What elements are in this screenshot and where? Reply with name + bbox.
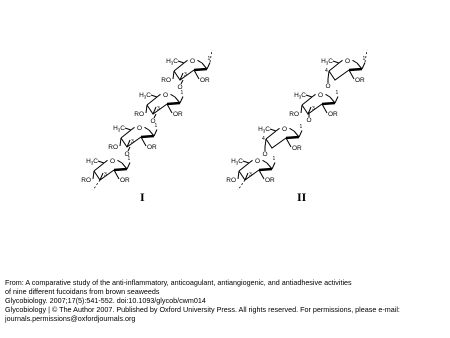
c2-bond bbox=[286, 138, 291, 147]
position-number-1: 1 bbox=[154, 123, 158, 129]
methyl-label: $H_3C$ bbox=[166, 58, 178, 66]
ring-bond bbox=[171, 94, 176, 97]
c4-bond bbox=[238, 171, 239, 179]
position-number-1: 1 bbox=[362, 56, 366, 62]
methyl-bond bbox=[125, 128, 131, 130]
c4-bond bbox=[120, 138, 121, 146]
methyl-label: $H_3C$ bbox=[231, 158, 243, 166]
glycosidic-oxygen-3: O bbox=[124, 151, 130, 158]
position-number-1: 1 bbox=[127, 156, 131, 162]
glycosidic-oxygen-1: O bbox=[177, 84, 183, 91]
fucose-unit-4 bbox=[81, 156, 130, 184]
ring-oxygen-label: O bbox=[162, 92, 169, 99]
fucose-unit-2 bbox=[289, 90, 338, 118]
ring-front-bond bbox=[286, 137, 299, 138]
c4-linkage-bond bbox=[265, 139, 266, 147]
position-number-1: 1 bbox=[207, 56, 211, 62]
position-number-3: 3 bbox=[157, 106, 160, 112]
ring-bond bbox=[263, 160, 268, 163]
glycosidic-oxygen-2: O bbox=[306, 117, 312, 124]
ring-oxygen-label: O bbox=[281, 126, 288, 133]
position-number-3: 3 bbox=[131, 139, 134, 145]
methyl-label: $H_3C$ bbox=[86, 158, 98, 166]
caption-title-line-1: From: A comparative study of the anti-inflammatory, anticoagulant, antiangiogenic, and antiadhesive activities bbox=[5, 278, 352, 287]
glycosidic-oxygen-3: O bbox=[262, 151, 268, 158]
caption-copyright: Glycobiology | © The Author 2007. Published by Oxford University Press. All rights reserved. For permissions, please e-mail: bbox=[5, 305, 400, 314]
position-number-3: 3 bbox=[312, 106, 315, 112]
or-label: OR bbox=[173, 111, 183, 118]
chain-continuation-top bbox=[207, 50, 212, 62]
anomeric-bond bbox=[180, 97, 183, 104]
glycosidic-oxygen-2: O bbox=[150, 118, 156, 125]
c2-bond bbox=[114, 170, 119, 179]
fucose-unit-4 bbox=[226, 156, 275, 184]
caption-title-line-2: of nine different fucoidans from brown seaweeds bbox=[5, 287, 160, 296]
ring-bond bbox=[131, 127, 135, 130]
position-number-3: 3 bbox=[184, 72, 187, 78]
methyl-bond bbox=[333, 61, 339, 63]
figure-caption bbox=[5, 278, 447, 323]
c2-bond bbox=[322, 104, 327, 113]
ring-bond bbox=[312, 94, 316, 97]
c2-bond bbox=[141, 137, 146, 146]
or-label: OR bbox=[328, 111, 338, 118]
c4-bond bbox=[93, 171, 94, 179]
ring-oxygen-label: O bbox=[344, 58, 351, 65]
or-label: OR bbox=[355, 77, 365, 84]
methyl-bond bbox=[306, 95, 312, 97]
methyl-bond bbox=[151, 95, 157, 97]
fucose-unit-3 bbox=[108, 123, 157, 151]
position-number-3: 3 bbox=[249, 172, 252, 178]
c2-bond bbox=[194, 70, 199, 79]
methyl-bond bbox=[178, 61, 184, 63]
or-label: OR bbox=[292, 145, 302, 152]
c2-bond bbox=[259, 170, 264, 179]
ro-label: RO bbox=[161, 77, 171, 84]
ring-oxygen-label: O bbox=[136, 125, 143, 132]
anomeric-bond bbox=[362, 63, 365, 70]
ring-bond bbox=[290, 128, 295, 131]
c4-bond bbox=[301, 105, 302, 113]
methyl-label: $H_3C$ bbox=[113, 125, 125, 133]
ro-label: RO bbox=[226, 177, 236, 184]
ring-front-bond bbox=[167, 103, 180, 104]
ring-bond bbox=[353, 60, 358, 63]
anomeric-bond bbox=[299, 131, 302, 138]
ring-oxygen-label: O bbox=[317, 92, 324, 99]
methyl-label: $H_3C$ bbox=[294, 92, 306, 100]
anomeric-bond bbox=[127, 163, 130, 170]
anomeric-bond bbox=[335, 97, 338, 104]
position-number-1: 1 bbox=[272, 156, 276, 162]
chain-continuation-bottom bbox=[238, 180, 245, 190]
ring-front-bond bbox=[194, 69, 207, 70]
ring-oxygen-label: O bbox=[189, 58, 196, 65]
anomeric-bond bbox=[207, 63, 210, 70]
c4-bond bbox=[146, 105, 147, 113]
ring-bond bbox=[104, 160, 108, 163]
structure-label-I: I bbox=[140, 190, 145, 204]
chain-continuation-bottom bbox=[93, 180, 100, 190]
ring-front-bond bbox=[259, 169, 272, 170]
ring-bond bbox=[329, 70, 349, 80]
caption-citation: Glycobiology. 2007;17(5):541-552. doi:10.1093/glycob/cwm014 bbox=[5, 296, 206, 305]
caption-permissions-email: journals.permissions@oxfordjournals.org bbox=[5, 314, 136, 323]
position-number-1: 1 bbox=[299, 124, 303, 130]
ring-front-bond bbox=[349, 69, 362, 70]
ring-bond bbox=[118, 160, 123, 163]
methyl-label: $H_3C$ bbox=[321, 58, 333, 66]
position-number-1: 1 bbox=[335, 90, 339, 96]
fucose-unit-2 bbox=[134, 90, 183, 118]
structure-II bbox=[226, 50, 367, 190]
methyl-label: $H_3C$ bbox=[139, 92, 151, 100]
fucose-unit-1 bbox=[161, 56, 210, 84]
c2-bond bbox=[349, 70, 354, 79]
ring-bond bbox=[198, 60, 203, 63]
ring-bond bbox=[326, 94, 331, 97]
chain-continuation-top bbox=[362, 50, 367, 62]
ring-front-bond bbox=[141, 136, 154, 137]
ring-oxygen-label: O bbox=[109, 158, 116, 165]
methyl-bond bbox=[243, 161, 249, 163]
ro-label: RO bbox=[81, 177, 91, 184]
ring-bond bbox=[266, 138, 286, 148]
ring-front-bond bbox=[114, 169, 127, 170]
ro-label: RO bbox=[108, 144, 118, 151]
methyl-bond bbox=[270, 129, 276, 131]
position-number-3: 3 bbox=[104, 172, 107, 178]
structure-label-II: II bbox=[297, 190, 307, 204]
ro-label: RO bbox=[289, 111, 299, 118]
or-label: OR bbox=[120, 177, 130, 184]
anomeric-bond bbox=[154, 130, 157, 137]
position-number-4: 4 bbox=[325, 68, 328, 74]
position-number-4: 4 bbox=[262, 136, 265, 142]
or-label: OR bbox=[147, 144, 157, 151]
position-number-1: 1 bbox=[180, 90, 184, 96]
ring-front-bond bbox=[322, 103, 335, 104]
ring-oxygen-label: O bbox=[254, 158, 261, 165]
glycosidic-oxygen-1: O bbox=[325, 83, 331, 90]
c4-linkage-bond bbox=[328, 71, 329, 79]
methyl-label: $H_3C$ bbox=[258, 126, 270, 134]
c4-bond bbox=[173, 71, 174, 79]
ring-bond bbox=[145, 127, 150, 130]
or-label: OR bbox=[265, 177, 275, 184]
ring-bond bbox=[157, 94, 161, 97]
methyl-bond bbox=[98, 161, 104, 163]
ring-bond bbox=[184, 60, 188, 63]
ring-bond bbox=[339, 60, 343, 63]
ro-label: RO bbox=[134, 111, 144, 118]
structure-I bbox=[81, 50, 212, 190]
or-label: OR bbox=[200, 77, 210, 84]
c2-bond bbox=[167, 104, 172, 113]
anomeric-bond bbox=[272, 163, 275, 170]
ring-bond bbox=[276, 128, 280, 131]
ring-bond bbox=[249, 160, 253, 163]
